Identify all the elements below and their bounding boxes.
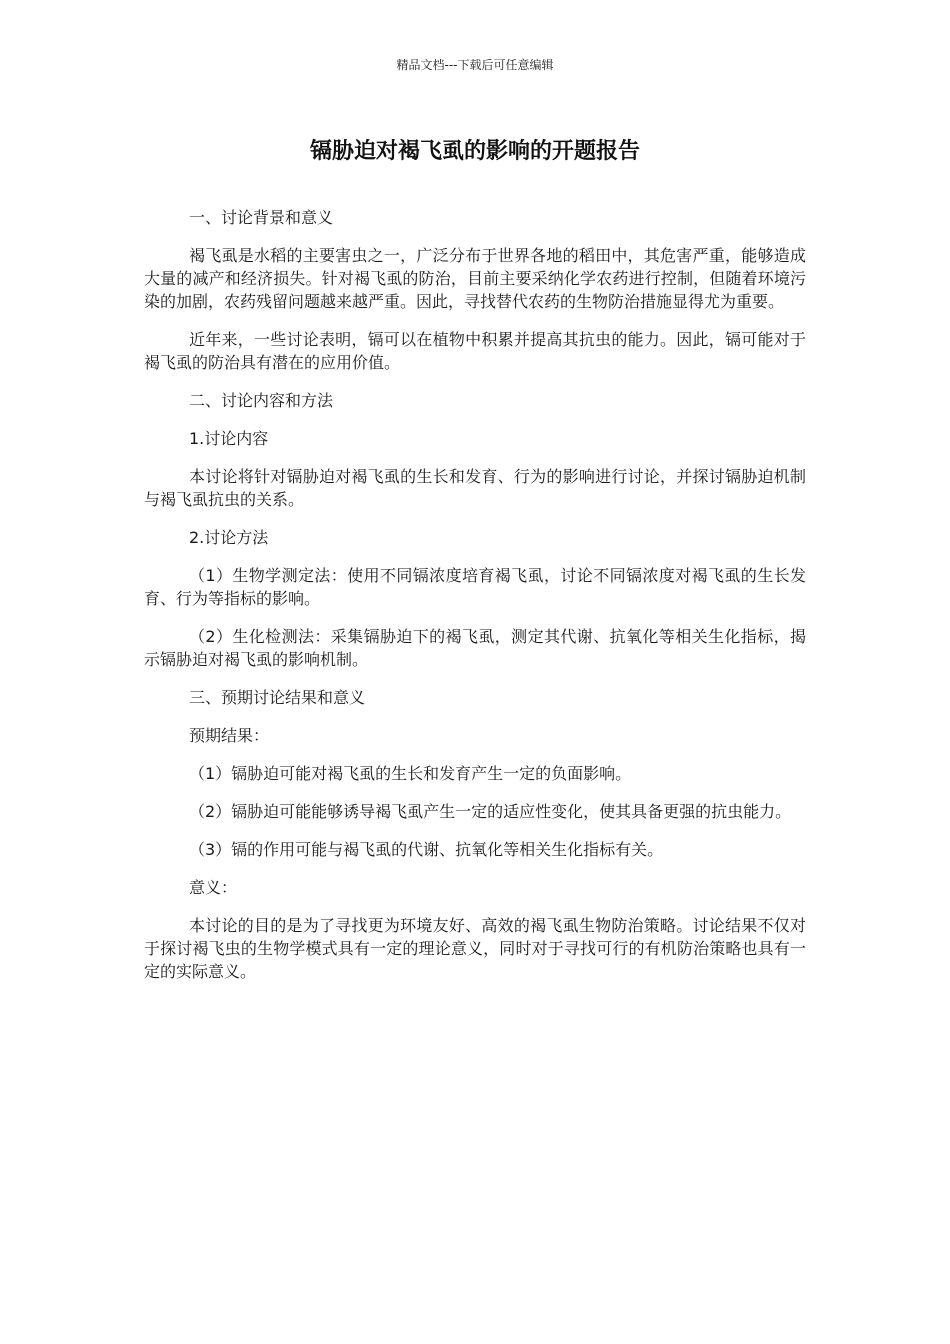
paragraph-background: 褐飞虱是水稻的主要害虫之一，广泛分布于世界各地的稻田中，其危害严重，能够造成大量的减产和经济损失。针对褐飞虱的防治，目前主要采纳化学农药进行控制，但随着环境污染的加剧，农药残留问题越来越严重。因此，寻找替代农药的生物防治措施显得尤为重要。 <box>144 246 806 311</box>
subheading-methods: 2.讨论方法 <box>189 528 269 547</box>
subheading-expected-results: 预期结果： <box>189 726 270 745</box>
subheading-significance: 意义： <box>189 878 238 897</box>
section-heading-background: 一、讨论背景和意义 <box>189 208 334 227</box>
document-body <box>144 206 806 998</box>
section-heading-content-methods: 二、讨论内容和方法 <box>189 391 334 410</box>
list-item-method-1: （1）生物学测定法：使用不同镉浓度培育褐飞虱，讨论不同镉浓度对褐飞虱的生长发育、行为等指标的影响。 <box>144 566 806 608</box>
page-header: 精品文档---下载后可任意编辑 <box>396 58 554 72</box>
list-item-result-3: （3）镉的作用可能与褐飞虱的代谢、抗氧化等相关生化指标有关。 <box>189 840 664 859</box>
document-title: 镉胁迫对褐飞虱的影响的开题报告 <box>309 139 640 164</box>
subheading-content: 1.讨论内容 <box>189 429 269 448</box>
list-item-method-2: （2）生化检测法：采集镉胁迫下的褐飞虱，测定其代谢、抗氧化等相关生化指标，揭示镉胁迫对褐飞虱的影响机制。 <box>144 627 806 669</box>
paragraph-significance: 本讨论的目的是为了寻找更为环境友好、高效的褐飞虱生物防治策略。讨论结果不仅对于探讨褐飞虫的生物学模式具有一定的理论意义，同时对于寻找可行的有机防治策略也具有一定的实际意义。 <box>144 916 806 981</box>
section-heading-expected-results: 三、预期讨论结果和意义 <box>189 688 366 707</box>
list-item-result-1: （1）镉胁迫可能对褐飞虱的生长和发育产生一定的负面影响。 <box>189 764 632 783</box>
paragraph-content: 本讨论将针对镉胁迫对褐飞虱的生长和发育、行为的影响进行讨论，并探讨镉胁迫机制与褐飞虱抗虫的关系。 <box>144 467 806 509</box>
list-item-result-2: （2）镉胁迫可能能够诱导褐飞虱产生一定的适应性变化，使其具备更强的抗虫能力。 <box>189 802 792 821</box>
paragraph-cadmium-research: 近年来，一些讨论表明，镉可以在植物中积累并提高其抗虫的能力。因此，镉可能对于褐飞虱的防治具有潜在的应用价值。 <box>144 330 806 372</box>
